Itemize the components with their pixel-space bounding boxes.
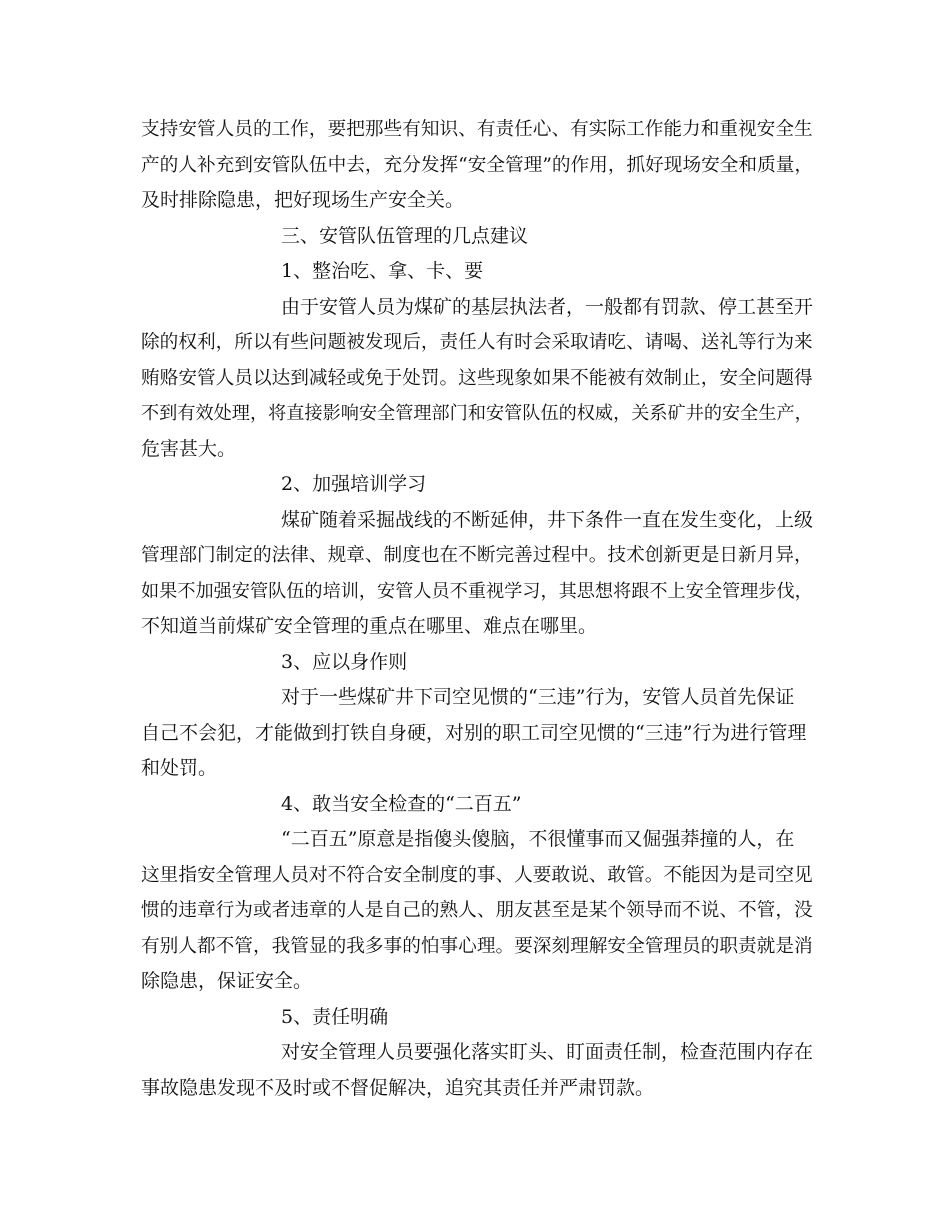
paragraph-line: “二百五”原意是指傻头傻脑，不很懂事而又倔强莽撞的人，在 xyxy=(281,828,795,850)
paragraph-line: 不知道当前煤矿安全管理的重点在哪里、难点在哪里。 xyxy=(141,615,598,637)
subsection-heading: 1、整治吃、拿、卡、要 xyxy=(281,260,484,282)
paragraph-line: 除的权利，所以有些问题被发现后，责任人有时会采取请吃、请喝、送礼等行为来 xyxy=(141,332,813,353)
section-heading: 三、安管队伍管理的几点建议 xyxy=(281,224,529,247)
paragraph-line: 煤矿随着采掘战线的不断延伸，井下条件一直在发生变化，上级 xyxy=(281,508,814,531)
paragraph-line: 贿赂安管人员以达到减轻或免于处罚。这些现象如果不能被有效制止，安全问题得 xyxy=(141,367,813,389)
paragraph-line: 不到有效处理，将直接影响安全管理部门和安管队伍的权威，关系矿井的安全生产， xyxy=(141,403,813,424)
paragraph-line: 对安全管理人员要强化落实盯头、盯面责任制，检查范围内存在 xyxy=(281,1041,814,1063)
paragraph-line: 如果不加强安管队伍的培训，安管人员不重视学习，其思想将跟不上安全管理步伐， xyxy=(141,580,813,602)
paragraph-line: 支持安管人员的工作，要把那些有知识、有责任心、有实际工作能力和重视安全生 xyxy=(141,119,813,140)
paragraph-line: 产的人补充到安管队伍中去，充分发挥“安全管理”的作用，抓好现场安全和质量， xyxy=(141,154,814,176)
subsection-heading: 2、加强培训学习 xyxy=(281,473,427,495)
paragraph-line: 和处罚。 xyxy=(141,757,218,779)
paragraph-line: 除隐患，保证安全。 xyxy=(141,970,313,992)
paragraph-line: 由于安管人员为煤矿的基层执法者，一般都有罚款、停工甚至开 xyxy=(281,295,814,318)
paragraph-line: 对于一些煤矿井下司空见惯的“三违”行为，安管人员首先保证 xyxy=(281,686,795,708)
paragraph-line: 这里指安全管理人员对不符合安全制度的事、人要敢说、敢管。不能因为是司空见 xyxy=(141,864,813,886)
subsection-heading: 5、责任明确 xyxy=(281,1005,389,1028)
paragraph-line: 有别人都不管，我管显的我多事的怕事心理。要深刻理解安全管理员的职责就是消 xyxy=(141,935,813,957)
subsection-heading: 4、敢当安全检查的“二百五” xyxy=(281,792,522,815)
paragraph-line: 自己不会犯，才能做到打铁自身硬，对别的职工司空见惯的“三违”行为进行管理 xyxy=(141,721,807,744)
paragraph-line: 危害甚大。 xyxy=(141,437,237,460)
document-body xyxy=(141,112,813,1106)
paragraph-line: 事故隐患发现不及时或不督促解决，追究其责任并严肃罚款。 xyxy=(141,1076,655,1099)
subsection-heading: 3、应以身作则 xyxy=(281,650,408,673)
paragraph-line: 及时排除隐患，把好现场生产安全关。 xyxy=(141,189,465,211)
paragraph-line: 管理部门制定的法律、规章、制度也在不断完善过程中。技术创新更是日新月异， xyxy=(141,545,813,566)
paragraph-line: 惯的违章行为或者违章的人是自己的熟人、朋友甚至是某个领导而不说、不管，没 xyxy=(141,900,813,921)
